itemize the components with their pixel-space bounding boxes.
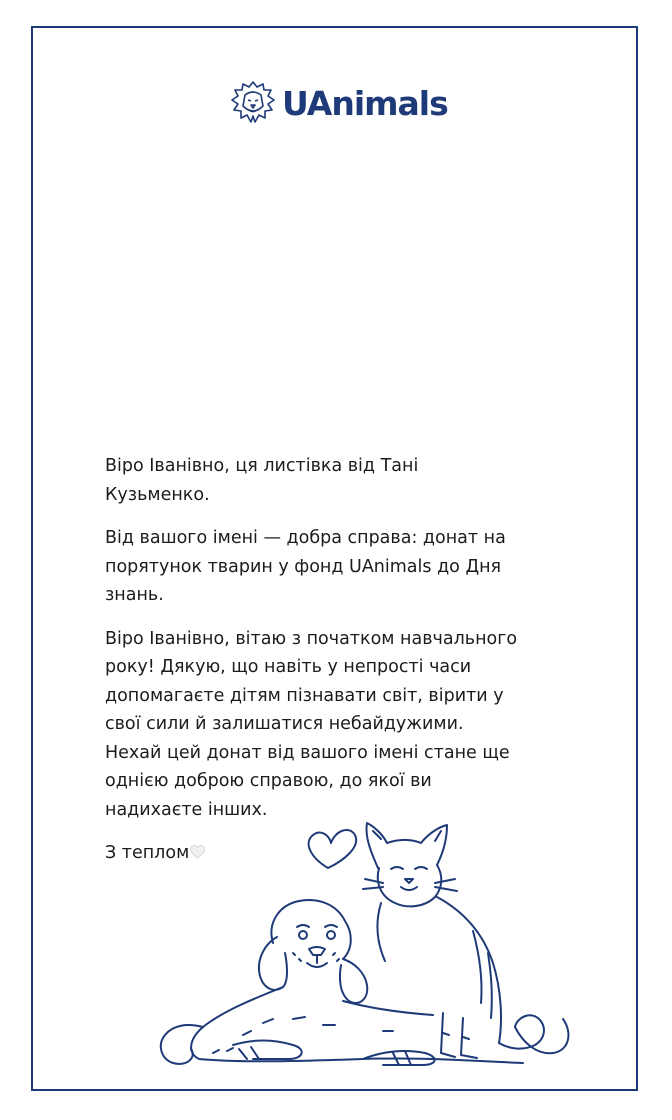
greeting-text: Віро Іванівно, ця листівка від Тані Кузьменко. (105, 456, 419, 505)
wish-text: Віро Іванівно, вітаю з початком навчального року! Дякую, що навіть у непрості часи допомагаєте дітям пізнавати світ, вірити у свої сили й залишатися небайдужими. Нехай цей донат від вашого імені стане ще однією доброю справою, до якої ви надихаєте інших. (105, 628, 518, 820)
lion-icon (230, 80, 276, 126)
donation-text: Від вашого імені — добра справа: донат на порятунок тварин у фонд UAnimals до Дня знань. (105, 528, 506, 605)
cat-and-dog-illustration (143, 813, 623, 1083)
brand-name: UAnimals (282, 83, 448, 123)
heart-outline-icon (309, 830, 357, 868)
sign-off-text: З теплом (105, 843, 190, 863)
brand-logo (230, 78, 448, 128)
postcard (31, 26, 638, 1091)
